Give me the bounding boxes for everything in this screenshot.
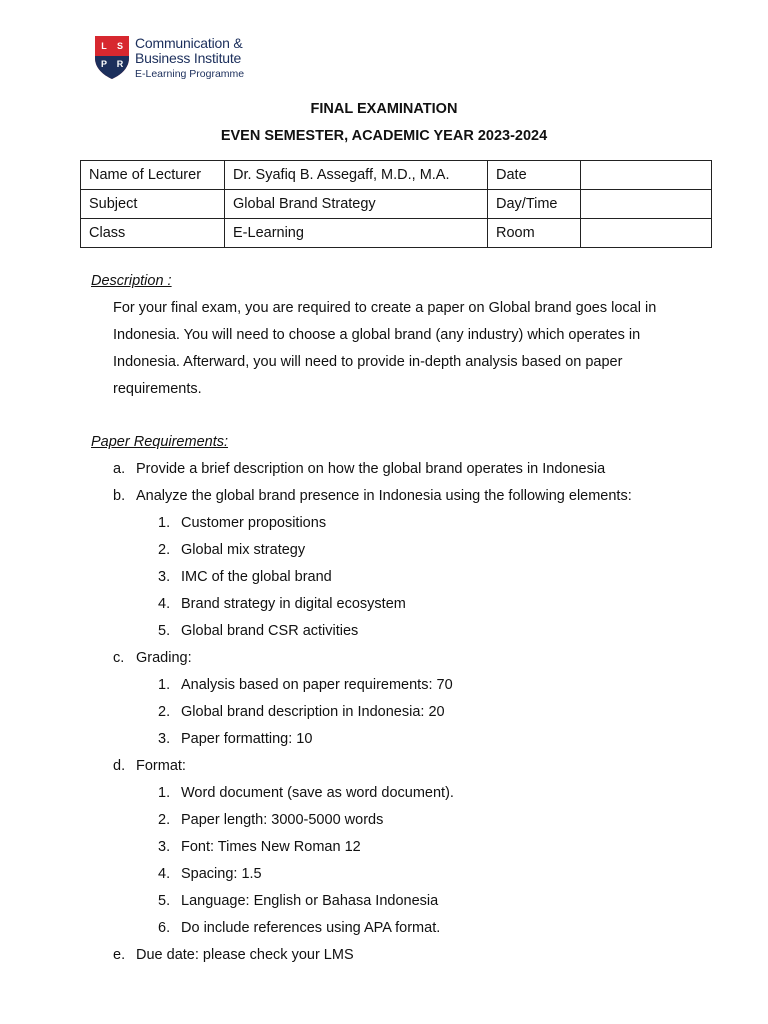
sub-list-marker: 1.: [158, 785, 171, 801]
sub-list-marker: 3.: [158, 839, 171, 855]
list-marker: b.: [113, 488, 126, 504]
description-line: Indonesia. Afterward, you will need to provide in-depth analysis based on paper: [113, 354, 623, 370]
table-cell: [581, 161, 712, 190]
table-cell: Dr. Syafiq B. Assegaff, M.D., M.A.: [225, 161, 488, 190]
table-cell: Subject: [81, 190, 225, 219]
sub-list-marker: 4.: [158, 596, 171, 612]
list-item: Grading:: [136, 650, 192, 666]
sub-list-item: Spacing: 1.5: [181, 866, 262, 882]
sub-list-marker: 5.: [158, 623, 171, 639]
exam-info-table: [80, 160, 712, 248]
shield-logo-icon: [93, 32, 131, 80]
sub-list-item: Brand strategy in digital ecosystem: [181, 596, 406, 612]
logo-line-3: E-Learning Programme: [135, 68, 245, 80]
list-marker: d.: [113, 758, 126, 774]
table-cell: E-Learning: [225, 219, 488, 248]
requirements-heading: Paper Requirements:: [91, 434, 229, 450]
table-row: [81, 219, 712, 248]
sub-list-marker: 2.: [158, 704, 171, 720]
sub-list-marker: 3.: [158, 731, 171, 747]
table-cell: [581, 190, 712, 219]
table-row: [81, 161, 712, 190]
exam-subtitle: EVEN SEMESTER, ACADEMIC YEAR 2023-2024: [220, 128, 548, 144]
sub-list-item: Customer propositions: [181, 515, 327, 531]
logo-letter: S: [116, 41, 124, 51]
table-cell: Date: [488, 161, 581, 190]
description-line: Indonesia. You will need to choose a global brand (any industry) which operates in: [113, 327, 641, 343]
sub-list-item: Paper length: 3000-5000 words: [181, 812, 384, 828]
sub-list-item: IMC of the global brand: [181, 569, 332, 585]
description-line: For your final exam, you are required to create a paper on Global brand goes local in: [113, 300, 657, 316]
sub-list-marker: 2.: [158, 812, 171, 828]
sub-list-item: Word document (save as word document).: [181, 785, 454, 801]
sub-list-marker: 6.: [158, 920, 171, 936]
logo-line-2: Business Institute: [135, 50, 242, 66]
table-cell: Name of Lecturer: [81, 161, 225, 190]
sub-list-item: Language: English or Bahasa Indonesia: [181, 893, 439, 909]
description-heading: Description :: [91, 273, 172, 289]
description-line: requirements.: [113, 381, 202, 397]
logo-letter: L: [101, 41, 107, 51]
list-item: Due date: please check your LMS: [136, 947, 354, 963]
logo-letter: R: [116, 59, 124, 69]
list-item: Format:: [136, 758, 186, 774]
sub-list-item: Global brand CSR activities: [181, 623, 359, 639]
list-marker: a.: [113, 461, 126, 477]
list-item: Analyze the global brand presence in Indonesia using the following elements:: [136, 488, 632, 504]
table-row: [81, 190, 712, 219]
sub-list-item: Font: Times New Roman 12: [181, 839, 361, 855]
sub-list-marker: 1.: [158, 677, 171, 693]
list-marker: c.: [113, 650, 125, 666]
sub-list-item: Do include references using APA format.: [181, 920, 441, 936]
sub-list-item: Paper formatting: 10: [181, 731, 313, 747]
sub-list-item: Global brand description in Indonesia: 20: [181, 704, 445, 720]
list-item: Provide a brief description on how the global brand operates in Indonesia: [136, 461, 606, 477]
logo-letter: P: [100, 59, 108, 69]
logo-text: [135, 36, 244, 82]
list-marker: e.: [113, 947, 126, 963]
sub-list-marker: 4.: [158, 866, 171, 882]
sub-list-marker: 1.: [158, 515, 171, 531]
table-cell: Room: [488, 219, 581, 248]
table-cell: Class: [81, 219, 225, 248]
sub-list-item: Global mix strategy: [181, 542, 306, 558]
table-cell: Day/Time: [488, 190, 581, 219]
logo-line-1: Communication &: [135, 35, 243, 51]
table-cell: [581, 219, 712, 248]
sub-list-marker: 2.: [158, 542, 171, 558]
sub-list-marker: 3.: [158, 569, 171, 585]
sub-list-marker: 5.: [158, 893, 171, 909]
sub-list-item: Analysis based on paper requirements: 70: [181, 677, 453, 693]
table-cell: Global Brand Strategy: [225, 190, 488, 219]
institute-logo: [93, 32, 253, 82]
exam-title: FINAL EXAMINATION: [310, 101, 458, 117]
